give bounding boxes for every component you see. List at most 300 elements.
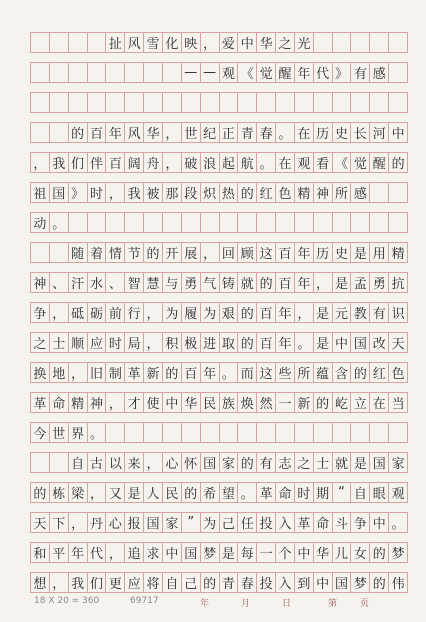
grid-cell: 年 — [276, 333, 295, 352]
grid-cell: 投 — [257, 573, 276, 592]
grid-cell: 才 — [125, 393, 144, 412]
grid-cell: 百 — [106, 153, 125, 172]
grid-cell: 百 — [88, 123, 107, 142]
grid-cell: 时 — [88, 183, 107, 202]
grid-cell: 百 — [276, 273, 295, 292]
grid-cell — [370, 93, 389, 112]
grid-cell — [351, 423, 370, 442]
grid-cell: 精 — [389, 243, 408, 262]
grid-row — [30, 182, 408, 203]
grid-cell: 节 — [125, 243, 144, 262]
grid-cell: ， — [144, 333, 163, 352]
grid-cell — [125, 213, 144, 232]
grid-cell: 的 — [351, 363, 370, 382]
grid-cell: 为 — [201, 513, 220, 532]
grid-cell: 春 — [257, 123, 276, 142]
grid-cell: 汗 — [69, 273, 88, 292]
grid-cell: 使 — [144, 393, 163, 412]
grid-cell: 个 — [276, 543, 295, 562]
grid-cell — [276, 423, 295, 442]
grid-cell: 就 — [333, 453, 352, 472]
grid-cell — [314, 33, 333, 52]
grid-cell: 蕴 — [314, 363, 333, 382]
grid-cell: 有 — [351, 63, 370, 82]
grid-cell: 之 — [295, 453, 314, 472]
grid-cell — [220, 93, 239, 112]
grid-cell: 的 — [314, 393, 333, 412]
grid-cell — [31, 63, 50, 82]
grid-cell: 的 — [389, 153, 408, 172]
grid-cell: 追 — [125, 543, 144, 562]
grid-cell: 履 — [182, 303, 201, 322]
grid-cell: 国 — [333, 573, 352, 592]
grid-cell: 雪 — [144, 33, 163, 52]
grid-cell: 水 — [88, 273, 107, 292]
grid-cell — [182, 423, 201, 442]
grid-cell: 抗 — [389, 273, 408, 292]
grid-row — [30, 362, 408, 383]
grid-cell: 家 — [163, 513, 182, 532]
grid-cell: 投 — [257, 513, 276, 532]
grid-cell: 将 — [144, 573, 163, 592]
grid-cell: 家 — [389, 453, 408, 472]
grid-cell: ， — [144, 453, 163, 472]
grid-cell: 砥 — [69, 303, 88, 322]
grid-cell: 这 — [257, 243, 276, 262]
grid-cell — [314, 213, 333, 232]
grid-cell: 所 — [295, 363, 314, 382]
grid-cell — [238, 423, 257, 442]
grid-cell — [389, 93, 408, 112]
grid-cell — [389, 33, 408, 52]
grid-cell: 的 — [144, 243, 163, 262]
grid-cell: 中 — [389, 123, 408, 142]
grid-cell: 慧 — [144, 273, 163, 292]
grid-cell: 报 — [125, 513, 144, 532]
grid-cell: 艰 — [220, 303, 239, 322]
grid-cell: 有 — [370, 303, 389, 322]
grid-row — [30, 272, 408, 293]
grid-cell: 风 — [125, 33, 144, 52]
grid-cell: 扯 — [106, 33, 125, 52]
grid-cell — [125, 93, 144, 112]
grid-cell: 梦 — [389, 543, 408, 562]
grid-cell: 炽 — [201, 183, 220, 202]
grid-cell: ， — [50, 573, 69, 592]
grid-cell: 望 — [220, 483, 239, 502]
grid-cell: 世 — [50, 423, 69, 442]
grid-cell: 局 — [125, 333, 144, 352]
grid-cell: 中 — [295, 543, 314, 562]
grid-cell: 我 — [50, 153, 69, 172]
grid-size-label: 18 X 20 = 360 — [34, 596, 100, 606]
grid-row — [30, 152, 408, 173]
grid-cell: 我 — [125, 183, 144, 202]
grid-cell: 的 — [69, 123, 88, 142]
grid-cell: 、 — [50, 273, 69, 292]
grid-cell: 志 — [276, 453, 295, 472]
grid-cell: 栋 — [50, 483, 69, 502]
grid-row — [30, 572, 408, 593]
grid-cell: 映 — [182, 33, 201, 52]
grid-cell: 史 — [333, 243, 352, 262]
grid-cell — [333, 423, 352, 442]
grid-cell: 年 — [295, 63, 314, 82]
grid-cell: 国 — [144, 513, 163, 532]
grid-cell: 伴 — [88, 153, 107, 172]
grid-cell: 族 — [220, 393, 239, 412]
grid-cell: 感 — [351, 183, 370, 202]
grid-cell: 梁 — [69, 483, 88, 502]
grid-cell — [69, 63, 88, 82]
grid-cell: 醒 — [370, 153, 389, 172]
grid-cell — [220, 423, 239, 442]
grid-cell: 觉 — [257, 63, 276, 82]
grid-cell: 春 — [238, 573, 257, 592]
grid-cell: 是 — [333, 273, 352, 292]
grid-cell: 新 — [295, 393, 314, 412]
grid-cell: 年 — [106, 123, 125, 142]
grid-cell: 。 — [88, 423, 107, 442]
grid-cell: 《 — [238, 63, 257, 82]
grid-cell: 精 — [69, 393, 88, 412]
grid-cell — [144, 213, 163, 232]
grid-cell: 破 — [182, 153, 201, 172]
grid-cell — [31, 33, 50, 52]
grid-row — [30, 212, 408, 233]
grid-cell — [182, 93, 201, 112]
grid-row — [30, 122, 408, 143]
grid-cell: 求 — [144, 543, 163, 562]
grid-cell: 舟 — [144, 153, 163, 172]
grid-cell: 百 — [257, 333, 276, 352]
grid-cell — [276, 93, 295, 112]
grid-cell: 长 — [351, 123, 370, 142]
grid-cell: 国 — [182, 543, 201, 562]
grid-cell: 士 — [50, 333, 69, 352]
grid-cell — [125, 423, 144, 442]
grid-cell — [50, 453, 69, 472]
grid-cell: 国 — [370, 453, 389, 472]
grid-cell: 是 — [351, 243, 370, 262]
grid-cell: 是 — [220, 543, 239, 562]
grid-cell: 阔 — [125, 153, 144, 172]
grid-row — [30, 512, 408, 533]
grid-cell: 情 — [106, 243, 125, 262]
grid-cell: 神 — [88, 393, 107, 412]
grid-cell — [31, 93, 50, 112]
grid-cell — [106, 93, 125, 112]
grid-cell — [370, 183, 389, 202]
grid-cell: ， — [31, 153, 50, 172]
grid-cell: 的 — [182, 483, 201, 502]
grid-cell — [333, 33, 352, 52]
grid-cell: 浪 — [201, 153, 220, 172]
grid-cell: 心 — [163, 453, 182, 472]
grid-cell: 的 — [370, 573, 389, 592]
grid-cell: 顾 — [238, 243, 257, 262]
grid-cell: ， — [314, 273, 333, 292]
page-label-prefix: 第 — [328, 599, 338, 609]
grid-cell: 气 — [201, 273, 220, 292]
grid-cell: 所 — [333, 183, 352, 202]
grid-cell: 观 — [220, 63, 239, 82]
grid-cell: 今 — [31, 423, 50, 442]
grid-cell — [31, 243, 50, 262]
grid-cell: 祖 — [31, 183, 50, 202]
grid-cell: 焕 — [238, 393, 257, 412]
grid-cell: 。 — [257, 153, 276, 172]
grid-cell — [31, 453, 50, 472]
grid-cell — [389, 213, 408, 232]
grid-cell — [69, 33, 88, 52]
grid-cell: 华 — [182, 393, 201, 412]
grid-cell: 红 — [370, 363, 389, 382]
grid-cell — [144, 423, 163, 442]
grid-cell: 古 — [88, 453, 107, 472]
grid-cell: 醒 — [276, 63, 295, 82]
grid-cell: 元 — [333, 303, 352, 322]
grid-cell — [238, 213, 257, 232]
grid-cell: 眼 — [370, 483, 389, 502]
grid-cell — [88, 213, 107, 232]
grid-cell: 铸 — [220, 273, 239, 292]
grid-cell: 之 — [31, 333, 50, 352]
grid-cell: 革 — [125, 363, 144, 382]
grid-cell: ， — [163, 153, 182, 172]
grid-cell — [389, 423, 408, 442]
grid-cell: 那 — [163, 183, 182, 202]
grid-cell: 命 — [314, 513, 333, 532]
paper-footer — [0, 592, 426, 612]
grid-cell: 任 — [238, 513, 257, 532]
grid-cell: 斗 — [333, 513, 352, 532]
grid-cell — [106, 63, 125, 82]
grid-cell: 取 — [220, 333, 239, 352]
grid-cell: 旧 — [88, 363, 107, 382]
grid-cell: 下 — [50, 513, 69, 532]
grid-cell — [50, 63, 69, 82]
grid-cell: 百 — [182, 363, 201, 382]
grid-cell: 之 — [276, 33, 295, 52]
grid-cell: 我 — [69, 573, 88, 592]
grid-cell: 被 — [144, 183, 163, 202]
grid-cell: 起 — [220, 153, 239, 172]
grid-cell: 。 — [389, 513, 408, 532]
grid-cell: ， — [106, 183, 125, 202]
grid-cell: ， — [106, 393, 125, 412]
paper-code: 69717 — [130, 596, 159, 606]
month-label: 月 — [241, 599, 251, 609]
grid-cell: 争 — [31, 303, 50, 322]
grid-cell: 当 — [389, 393, 408, 412]
grid-cell: 中 — [314, 573, 333, 592]
grid-cell: 天 — [389, 333, 408, 352]
grid-cell: 用 — [370, 243, 389, 262]
grid-cell: ” — [182, 513, 201, 532]
grid-cell: 神 — [31, 273, 50, 292]
grid-cell: 是 — [125, 483, 144, 502]
grid-cell: 应 — [88, 333, 107, 352]
grid-cell: 华 — [314, 543, 333, 562]
grid-cell: 中 — [333, 333, 352, 352]
grid-cell: 化 — [163, 33, 182, 52]
grid-cell — [314, 93, 333, 112]
grid-cell: 然 — [257, 393, 276, 412]
grid-cell — [88, 33, 107, 52]
grid-cell: 年 — [295, 273, 314, 292]
grid-cell: 航 — [238, 153, 257, 172]
grid-cell — [314, 423, 333, 442]
grid-cell: 改 — [370, 333, 389, 352]
grid-cell: 。 — [220, 363, 239, 382]
grid-cell: 制 — [106, 363, 125, 382]
grid-cell — [389, 63, 408, 82]
grid-cell — [50, 33, 69, 52]
grid-cell: 在 — [295, 123, 314, 142]
grid-row — [30, 482, 408, 503]
grid-cell: 立 — [351, 393, 370, 412]
grid-row — [30, 62, 408, 83]
grid-cell: 开 — [163, 243, 182, 262]
grid-cell: ， — [295, 303, 314, 322]
grid-cell: ， — [50, 303, 69, 322]
grid-cell: 革 — [31, 393, 50, 412]
grid-cell: 入 — [276, 513, 295, 532]
grid-cell: 代 — [314, 63, 333, 82]
page-label-suffix: 页 — [360, 599, 370, 609]
grid-cell: 地 — [50, 363, 69, 382]
grid-cell: 女 — [351, 543, 370, 562]
grid-cell: 希 — [201, 483, 220, 502]
grid-row — [30, 332, 408, 353]
grid-cell: 风 — [125, 123, 144, 142]
grid-cell — [257, 423, 276, 442]
grid-cell: 自 — [351, 483, 370, 502]
grid-cell — [163, 63, 182, 82]
grid-cell: 光 — [295, 33, 314, 52]
grid-cell — [295, 423, 314, 442]
grid-cell: 》 — [69, 183, 88, 202]
grid-cell: 。 — [238, 483, 257, 502]
grid-cell — [333, 213, 352, 232]
grid-cell: 为 — [163, 303, 182, 322]
grid-cell: 一 — [257, 543, 276, 562]
grid-cell: 国 — [50, 183, 69, 202]
grid-cell: 为 — [201, 303, 220, 322]
grid-cell: 。 — [295, 333, 314, 352]
grid-cell: 梦 — [201, 543, 220, 562]
grid-cell: 民 — [201, 393, 220, 412]
grid-cell: 回 — [220, 243, 239, 262]
grid-cell: 们 — [88, 573, 107, 592]
grid-cell — [88, 93, 107, 112]
grid-cell: 在 — [276, 153, 295, 172]
grid-row — [30, 302, 408, 323]
grid-row — [30, 92, 408, 113]
grid-cell — [238, 93, 257, 112]
grid-cell: 与 — [163, 273, 182, 292]
grid-cell: 前 — [106, 303, 125, 322]
grid-cell: 历 — [314, 123, 333, 142]
grid-cell: 段 — [182, 183, 201, 202]
grid-cell: 以 — [106, 453, 125, 472]
grid-cell: 革 — [295, 513, 314, 532]
grid-cell: 屹 — [333, 393, 352, 412]
grid-cell: 而 — [238, 363, 257, 382]
grid-cell: 热 — [220, 183, 239, 202]
grid-cell: 命 — [276, 483, 295, 502]
grid-cell: 期 — [314, 483, 333, 502]
grid-cell: “ — [333, 483, 352, 502]
grid-cell: 儿 — [333, 543, 352, 562]
grid-cell — [370, 423, 389, 442]
grid-cell: 华 — [257, 33, 276, 52]
grid-cell — [182, 213, 201, 232]
grid-cell: 心 — [106, 513, 125, 532]
grid-cell: 国 — [201, 453, 220, 472]
grid-cell — [106, 213, 125, 232]
grid-cell: 国 — [351, 333, 370, 352]
grid-cell: 士 — [314, 453, 333, 472]
grid-cell — [276, 213, 295, 232]
grid-cell: 这 — [257, 363, 276, 382]
grid-cell — [389, 183, 408, 202]
grid-cell: 智 — [125, 273, 144, 292]
grid-cell: 观 — [295, 153, 314, 172]
grid-cell: 时 — [295, 483, 314, 502]
grid-cell — [201, 213, 220, 232]
grid-cell: 观 — [389, 483, 408, 502]
grid-cell: 中 — [163, 393, 182, 412]
grid-cell: 年 — [295, 243, 314, 262]
grid-cell: 丹 — [88, 513, 107, 532]
grid-cell: 争 — [351, 513, 370, 532]
grid-cell — [50, 123, 69, 142]
grid-cell: 界 — [69, 423, 88, 442]
grid-cell: 己 — [182, 573, 201, 592]
grid-cell: 的 — [370, 543, 389, 562]
grid-cell: 些 — [276, 363, 295, 382]
grid-cell: 中 — [163, 543, 182, 562]
grid-cell: 中 — [370, 513, 389, 532]
grid-cell: 年 — [69, 543, 88, 562]
grid-cell: 更 — [106, 573, 125, 592]
grid-cell: 世 — [182, 123, 201, 142]
grid-cell — [257, 93, 276, 112]
grid-cell: 百 — [276, 243, 295, 262]
grid-cell: 的 — [257, 273, 276, 292]
grid-cell: 换 — [31, 363, 50, 382]
grid-cell: 想 — [31, 573, 50, 592]
grid-cell: 随 — [69, 243, 88, 262]
grid-row — [30, 422, 408, 443]
grid-cell: 史 — [333, 123, 352, 142]
grid-cell: 人 — [144, 483, 163, 502]
grid-cell: 和 — [31, 543, 50, 562]
grid-cell: 自 — [69, 453, 88, 472]
year-label: 年 — [200, 599, 210, 609]
grid-cell — [125, 63, 144, 82]
grid-cell: 《 — [333, 153, 352, 172]
grid-cell: 青 — [220, 573, 239, 592]
grid-cell — [295, 93, 314, 112]
grid-cell: 正 — [220, 123, 239, 142]
grid-cell: 》 — [333, 63, 352, 82]
grid-cell: 天 — [31, 513, 50, 532]
grid-cell: 应 — [125, 573, 144, 592]
grid-cell: — — [201, 63, 220, 82]
